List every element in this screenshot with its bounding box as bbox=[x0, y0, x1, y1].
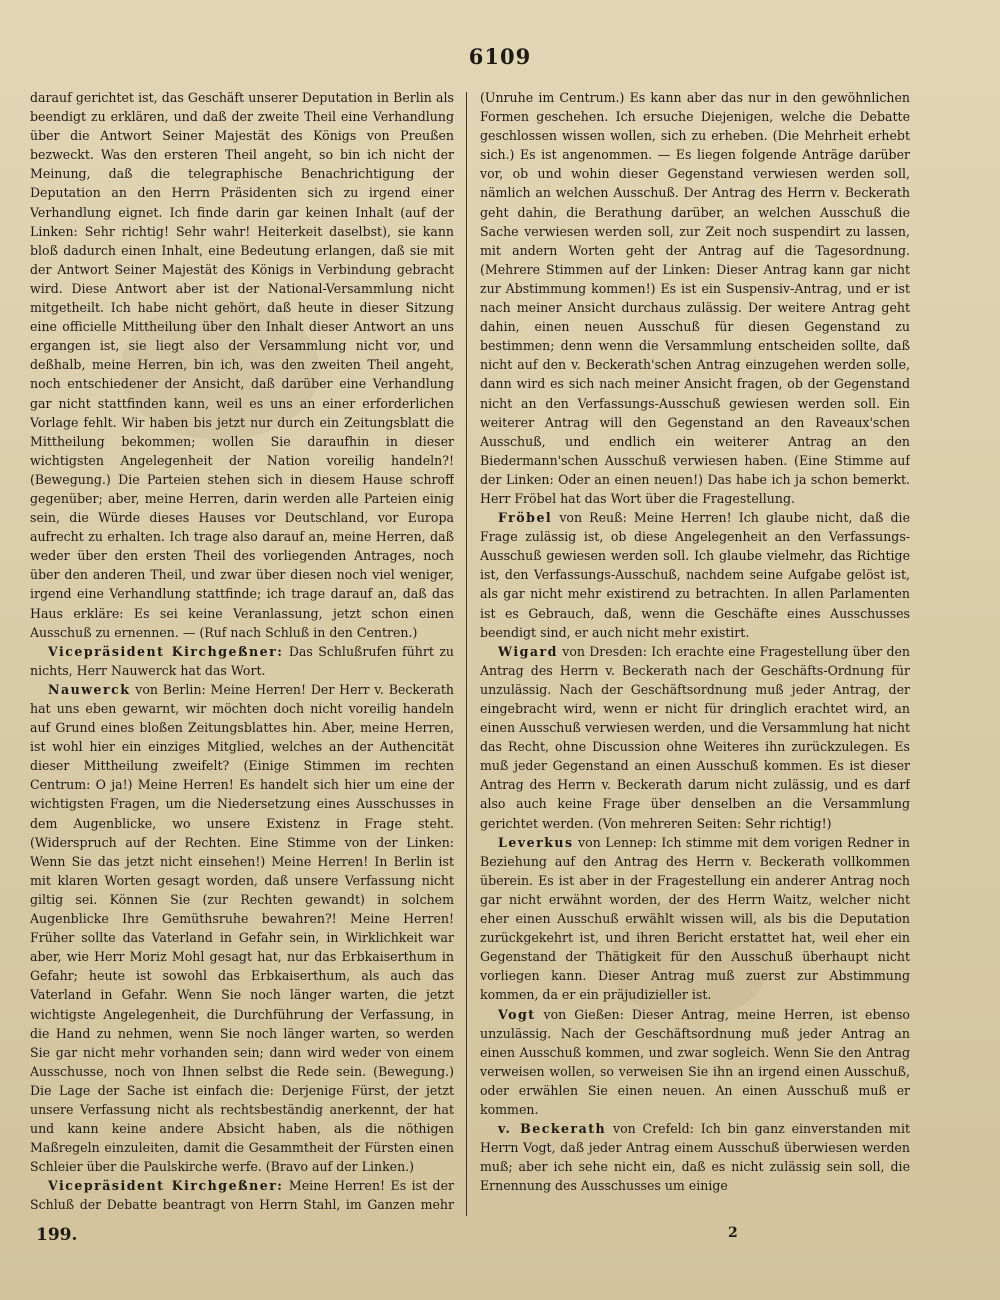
paragraph-text: von Berlin: Meine Herren! Der Herr v. Beckerath hat uns eben gewarnt, wir möchten doch nicht voreilig handeln auf Grund eines bloßen Zeitungsblattes hin. Aber, meine Herren, ist wohl hier ein einziges Mitglied, welches an der Authencität dieser Mittheilung zweifelt? (Einige Stimmen im rechten Centrum: O ja!) Meine Herren! Es handelt sich hier um eine der wichtigsten Fragen, um die Niedersetzung eines Ausschusses in dem Augenblicke, wo unsere Existenz in Frage steht. (Widerspruch auf der Rechten. Eine Stimme von der Linken: Wenn Sie das jetzt nicht einsehen!) Meine Herren! In Berlin ist mit klaren Worten gesagt worden, daß unsere Verfassung nicht giltig sei. Können Sie (zur Rechten gewandt) in solchem Augenblicke Ihre Gemüthsruhe bewahren?! Meine Herren! Früher sollte das Vaterland in Gefahr sein, in Wirklichkeit war aber, wie Herr Moriz Mohl gesagt hat, nur das Erbkaiserthum in Gefahr; heute ist sowohl das Erbkaiserthum, als auch das Vaterland in Gefahr. Wenn Sie noch länger warten, die jetzt wichtigste Angelegenheit, die Durchführung der Verfassung, in die Hand zu nehmen, wenn Sie noch länger warten, so werden Sie gar nicht mehr vorhanden sein; dann wird weder von einem Ausschusse, noch von Ihnen selbst die Rede sein. (Bewegung.) Die Lage der Sache ist einfach die: Derjenige Fürst, der jetzt unsere Verfassung nicht als rechtsbeständig anerkennt, der hat und kann keine andere Absicht haben, als die nöthigen Maßregeln einzuleiten, damit die Gesammtheit der Fürsten einen Schleier über die Paulskirche werfe. (Bravo auf der Linken.) bbox=[30, 681, 454, 1175]
paragraph bbox=[480, 1119, 910, 1195]
paragraph-text: darauf gerichtet ist, das Geschäft unserer Deputation in Berlin als beendigt zu erklären, und daß der zweite Theil eine Verhandlung über die Antwort Seiner Majestät des Königs von Preußen bezweckt. Was den ersteren Theil angeht, so bin ich nicht der Meinung, daß die telegraphische Benachrichtigung der Deputation an den Herrn Präsidenten sich zu irgend einer Verhandlung eignet. Ich finde darin gar keinen Inhalt (auf der Linken: Sehr richtig! Sehr wahr! Heiterkeit daselbst), sie kann bloß dadurch einen Inhalt, eine Bedeutung erlangen, daß sie mit der Antwort Seiner Majestät des Königs in Verbindung gebracht wird. Diese Antwort aber ist der National-Versammlung nicht mitgetheilt. Ich habe nicht gehört, daß heute in dieser Sitzung eine officielle Mittheilung über den Inhalt dieser Antwort an uns ergangen ist, sie liegt also der Versammlung nicht vor, und deßhalb, meine Herren, bin ich, was den zweiten Theil angeht, noch entschiedener der Ansicht, daß darüber eine Verhandlung gar nicht stattfinden kann, weil es uns an einer erforderlichen Vorlage fehlt. Wir haben bis jetzt nur durch ein Zeitungsblatt die Mittheilung bekommen; wollen Sie daraufhin in dieser wichtigsten Angelegenheit der Nation voreilig handeln?! (Bewegung.) Die Parteien stehen sich in diesem Hause schroff gegenüber; aber, meine Herren, darin werden alle Parteien einig sein, die Würde dieses Hauses vor Deutschland, vor Europa aufrecht zu erhalten. Ich trage also darauf an, meine Herren, daß weder über den ersten Theil des vorliegenden Antrages, noch über den anderen Theil, und zwar über diesen noch viel weniger, irgend eine Verhandlung stattfinde; ich trage darauf an, daß das Haus erkläre: Es sei keine Veranlassung, jetzt schon einen Ausschuß zu ernennen. — (Ruf nach Schluß in den Centren.) bbox=[30, 90, 454, 640]
paragraph bbox=[480, 508, 910, 642]
speaker-name: v. Beckerath bbox=[498, 1121, 607, 1137]
right-text-column bbox=[480, 88, 910, 1216]
signature-mark: 2 bbox=[728, 1225, 738, 1241]
paragraph bbox=[480, 642, 910, 833]
paragraph-text: von Reuß: Meine Herren! Ich glaube nicht, daß die Frage zulässig ist, ob diese Angelegenheit an den Verfassungs-Ausschuß gewiesen werden soll. Ich glaube vielmehr, das Richtige ist, den Verfassungs-Ausschuß, nachdem seine Aufgabe gelöst ist, als gar nicht mehr existirend zu betrachten. In allen Parlamenten ist es Gebrauch, daß, wenn die Geschäfte eines Ausschusses beendigt sind, er auch nicht mehr existirt. bbox=[480, 510, 910, 640]
paragraph bbox=[480, 833, 910, 1005]
paragraph bbox=[30, 1176, 454, 1216]
paragraph bbox=[30, 88, 454, 642]
column-divider bbox=[466, 92, 467, 1216]
paragraph-text: von Gießen: Dieser Antrag, meine Herren, ist ebenso unzulässig. Nach der Geschäftsordnung muß jeder Antrag an einen Ausschuß kommen, und zwar sogleich. Wenn Sie den Antrag verweisen wollen, so verweisen Sie ihn an irgend einen Ausschuß, oder erwählen Sie einen neuen. An einen Ausschuß muß er kommen. bbox=[480, 1006, 910, 1117]
paragraph-text: (Unruhe im Centrum.) Es kann aber das nur in den gewöhnlichen Formen geschehen. Ich ersuche Diejenigen, welche die Debatte geschlossen wissen wollen, sich zu erheben. (Die Mehrheit erhebt sich.) Es ist angenommen. — Es liegen folgende Anträge darüber vor, ob und wohin dieser Gegenstand verwiesen werden soll, nämlich an welchen Ausschuß. Der Antrag des Herrn v. Beckerath geht dahin, die Berathung darüber, an welchen Ausschuß die Sache verwiesen werden soll, zur Zeit noch suspendirt zu lassen, mit andern Worten geht der Antrag auf die Tagesordnung. (Mehrere Stimmen auf der Linken: Dieser Antrag kann gar nicht zur Abstimmung kommen!) Es ist ein Suspensiv-Antrag, und er ist nach meiner Ansicht durchaus zulässig. Der weitere Antrag geht dahin, einen neuen Ausschuß für diesen Gegenstand zu bestimmen; denn wenn die Versammlung entscheiden sollte, daß nicht auf den v. Beckerath'schen Antrag einzugehen werden solle, dann wird es sich nach meiner Ansicht fragen, ob der Gegenstand nicht an den Verfassungs-Ausschuß gewiesen werden soll. Ein weiterer Antrag will den Gegenstand an den Raveaux'schen Ausschuß, und endlich ein weiterer Antrag an den Biedermann'schen Ausschuß verwiesen haben. (Eine Stimme auf der Linken: Oder an einen neuen!) Das habe ich ja schon bemerkt. Herr Fröbel hat das Wort über die Fragestellung. bbox=[480, 90, 910, 506]
speaker-name: Vicepräsident Kirchgeßner: bbox=[48, 643, 284, 659]
paragraph-text: von Crefeld: Ich bin ganz einverstanden mit Herrn Vogt, daß jeder Antrag einem Ausschuß überwiesen werden muß; aber ich sehe nicht ein, daß es nicht zulässig sein soll, die Ernennung des Ausschusses um einige bbox=[480, 1121, 910, 1194]
left-text-column bbox=[30, 88, 454, 1216]
paragraph-text: von Dresden: Ich erachte eine Fragestellung über den Antrag des Herrn v. Beckerath nach der Geschäfts-Ordnung für unzulässig. Nach der Geschäftsordnung muß jeder Antrag, der eingebracht wird, wenn er nicht für dringlich erachtet wird, an einen Ausschuß verwiesen werden, und die Versammlung hat nicht das Recht, ohne Discussion ohne Weiteres ihn zurückzulegen. Es muß jeder Gegenstand an einen Ausschuß kommen. Es ist dieser Antrag des Herrn v. Beckerath darum nicht zulässig, und es darf also auch keine Frage über denselben an die Versammlung gerichtet werden. (Von mehreren Seiten: Sehr richtig!) bbox=[480, 643, 910, 831]
speaker-name: Vicepräsident Kirchgeßner: bbox=[48, 1178, 284, 1194]
sheet-number: 199. bbox=[36, 1225, 78, 1245]
paragraph-text: Meine Herren! Es ist der Schluß der Debatte beantragt von Herrn Stahl, im Ganzen mehr bbox=[30, 1178, 454, 1213]
speaker-name: Vogt bbox=[498, 1006, 536, 1022]
speaker-name: Wigard bbox=[498, 643, 558, 659]
paragraph bbox=[30, 642, 454, 680]
paragraph bbox=[480, 88, 910, 508]
speaker-name: Leverkus bbox=[498, 834, 574, 850]
speaker-name: Nauwerck bbox=[48, 681, 131, 697]
paragraph-text: Das Schlußrufen führt zu nichts, Herr Nauwerck hat das Wort. bbox=[30, 643, 454, 678]
paragraph bbox=[30, 680, 454, 1176]
paragraph bbox=[480, 1005, 910, 1120]
page-number: 6109 bbox=[468, 44, 532, 69]
speaker-name: Fröbel bbox=[498, 510, 553, 526]
paragraph-text: von Lennep: Ich stimme mit dem vorigen Redner in Beziehung auf den Antrag des Herrn v. Beckerath vollkommen überein. Es ist aber in der Fragestellung ein anderer Antrag noch gar nicht erwähnt worden, der des Herrn Waitz, welcher nicht eher einen Ausschuß erwählt wissen will, als bis die Deputation zurückgekehrt ist, und ihren Bericht erstattet hat, weil eher ein Gegenstand der Thätigkeit für den Ausschuß überhaupt nicht vorliegen kann. Dieser Antrag muß zuerst zur Abstimmung kommen, da er ein präjudizieller ist. bbox=[480, 834, 910, 1003]
